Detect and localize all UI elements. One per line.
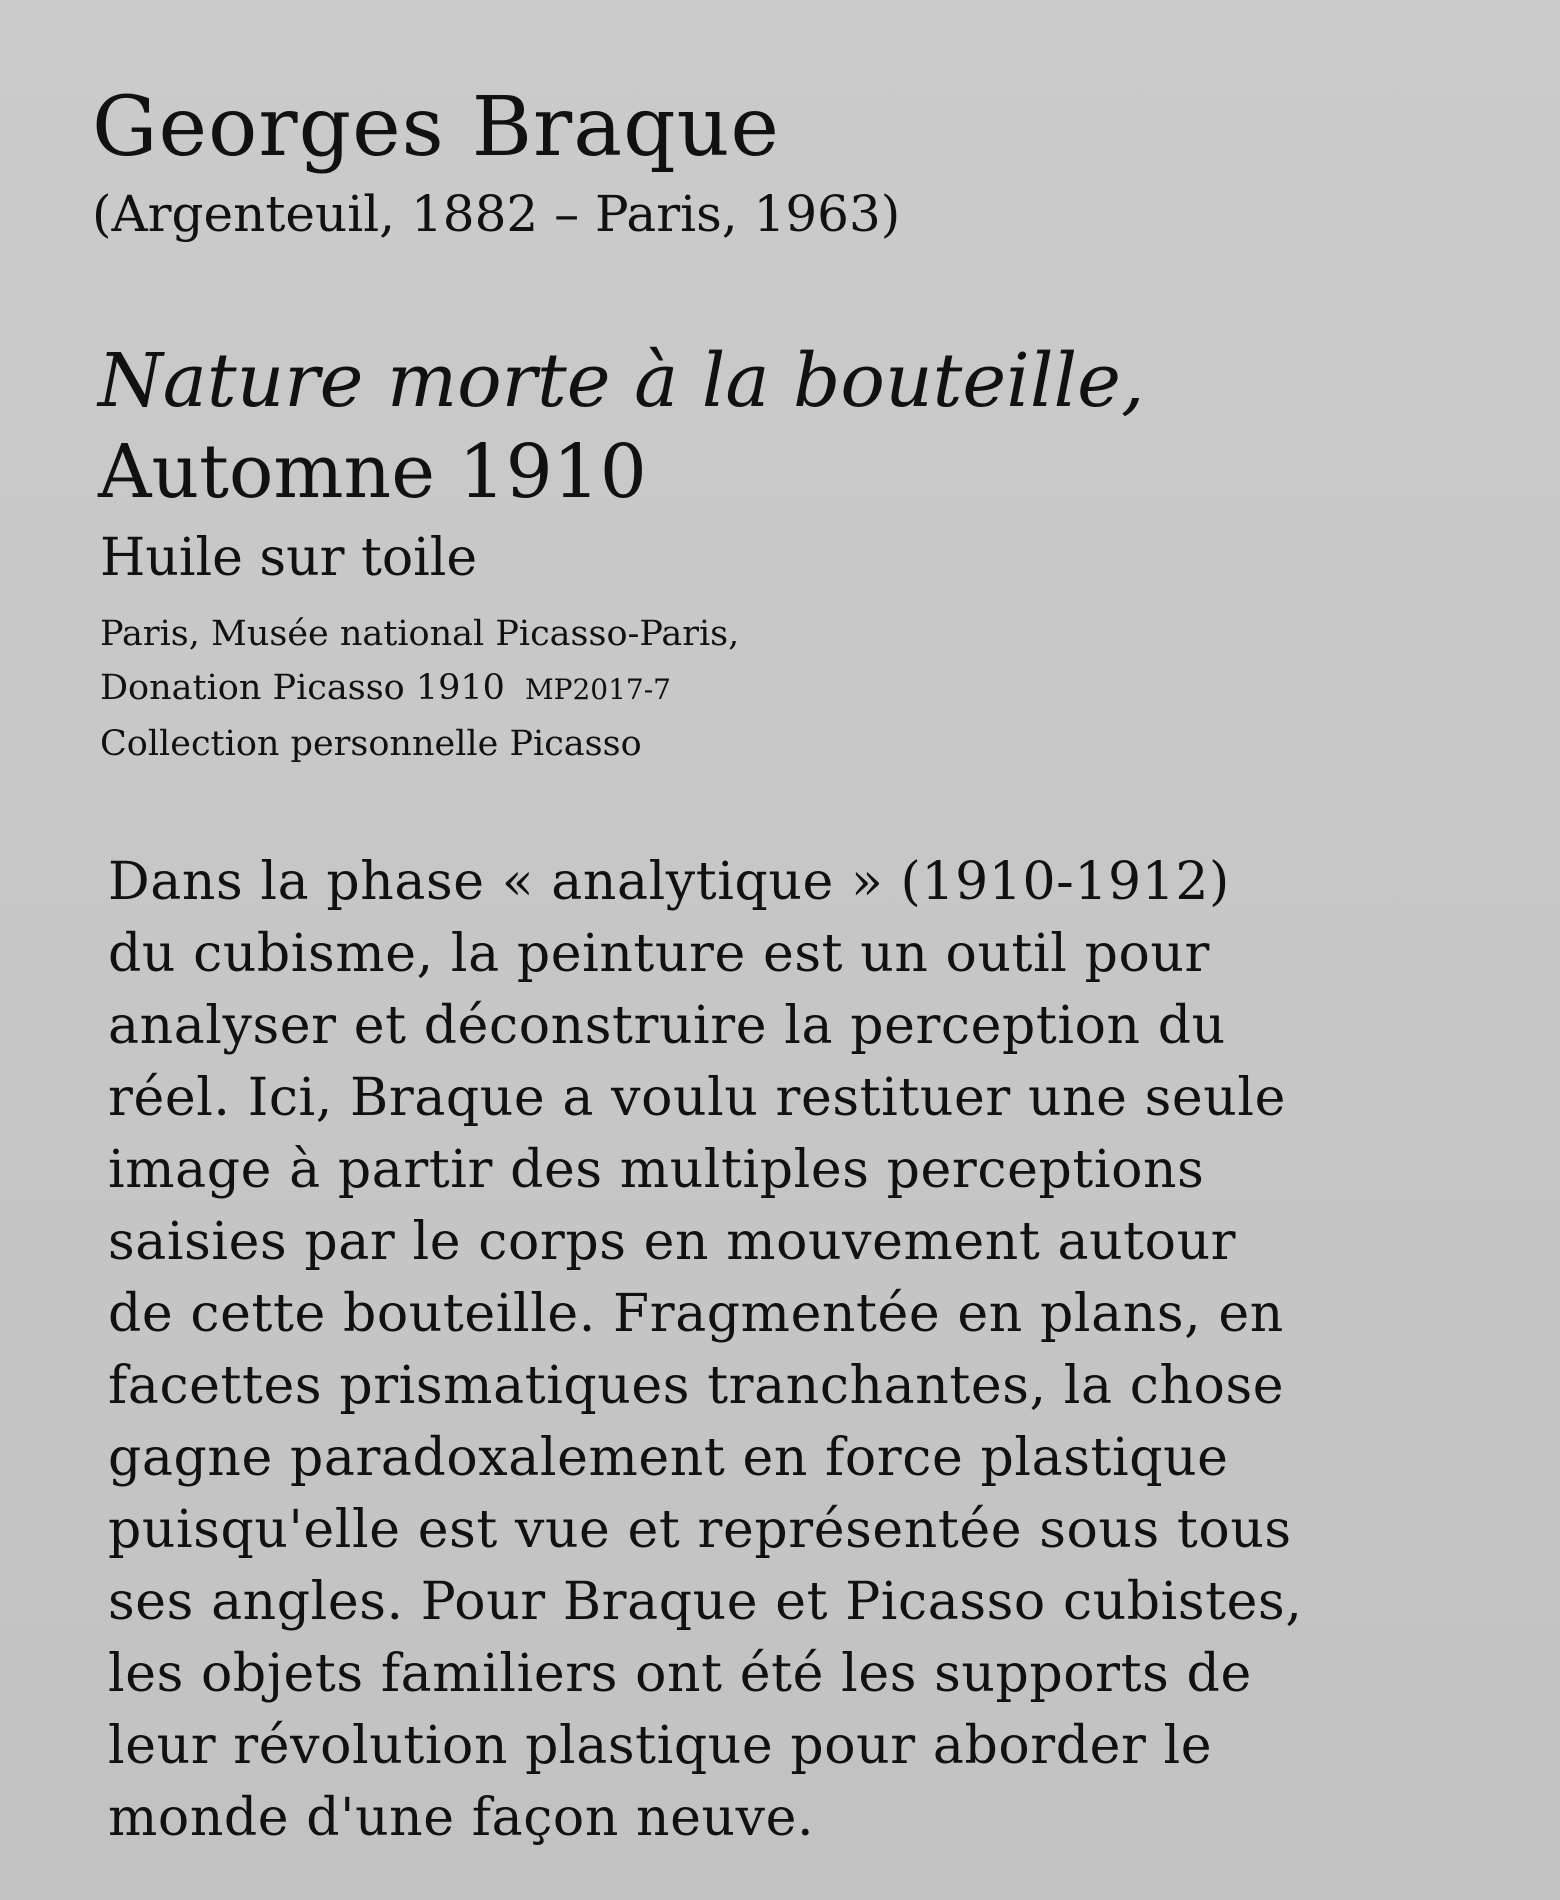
description-line: saisies par le corps en mouvement autour — [108, 1212, 1237, 1272]
artwork-medium: Huile sur toile — [100, 528, 478, 588]
description-line: facettes prismatiques tranchantes, la chose — [108, 1356, 1285, 1416]
description-line: image à partir des multiples perceptions — [108, 1140, 1205, 1200]
artist-dates: (Argenteuil, 1882 – Paris, 1963) — [92, 185, 901, 243]
description-line: monde d'une façon neuve. — [108, 1788, 815, 1848]
description-line: réel. Ici, Braque a voulu restituer une seule — [108, 1068, 1286, 1128]
description-line: du cubisme, la peinture est un outil pour — [108, 924, 1210, 984]
provenance-block — [100, 607, 739, 771]
artwork-date: Automne 1910 — [98, 429, 647, 515]
provenance-donation-line — [100, 661, 739, 717]
description-line: Dans la phase « analytique » (1910-1912) — [108, 852, 1230, 912]
provenance-collection-line: Collection personnelle Picasso — [100, 724, 642, 764]
provenance-line: Paris, Musée national Picasso-Paris, — [100, 614, 740, 654]
description-line: ses angles. Pour Braque et Picasso cubistes, — [108, 1572, 1303, 1632]
description-line: de cette bouteille. Fragmentée en plans, en — [108, 1284, 1284, 1344]
artist-name: Georges Braque — [92, 80, 780, 175]
description-line: puisqu'elle est vue et représentée sous tous — [108, 1500, 1292, 1560]
inventory-number: MP2017-7 — [524, 673, 671, 706]
description-text — [108, 846, 1358, 1854]
provenance-donation: Donation Picasso 1910 — [100, 668, 505, 708]
description-line: analyser et déconstruire la perception du — [108, 996, 1226, 1056]
description-line: leur révolution plastique pour aborder le — [108, 1716, 1213, 1776]
artwork-title: Nature morte à la bouteille, — [98, 338, 1145, 424]
description-line: gagne paradoxalement en force plastique — [108, 1428, 1229, 1488]
description-line: les objets familiers ont été les supports de — [108, 1644, 1252, 1704]
